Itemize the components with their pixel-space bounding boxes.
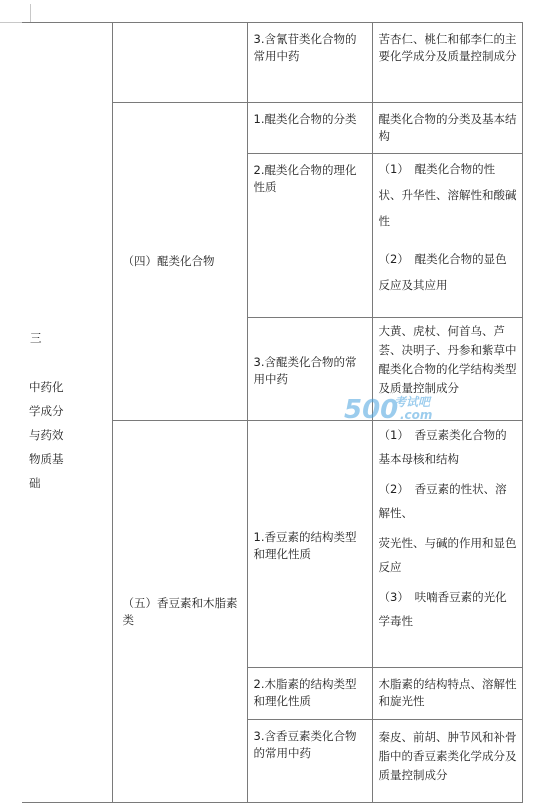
- requirement-list: [373, 154, 522, 302]
- page-corner-mark-vertical: [30, 4, 31, 23]
- requirement-cell: [372, 23, 522, 103]
- watermark-text-bottom: .com: [400, 408, 433, 422]
- group-cell-previous: [112, 23, 247, 103]
- item-cell: [247, 23, 372, 103]
- requirement-line: （2） 香豆素的性状、溶解性、: [378, 482, 507, 520]
- requirement-text: 大黄、虎杖、何首乌、芦荟、决明子、丹参和紫草中醌类化合物的化学结构类型及质量控制成分: [378, 324, 517, 395]
- group-title: （四）醌类化合物: [122, 254, 215, 268]
- item-text: 1.香豆素的结构类型和理化性质: [253, 530, 357, 561]
- syllabus-table: [22, 22, 523, 803]
- requirement-line: （3） 呋喃香豆素的光化学毒性: [378, 590, 507, 628]
- item-text: 2.醌类化合物的理化性质: [253, 163, 357, 194]
- group-title: （五）香豆素和木脂素类: [122, 595, 238, 627]
- requirement-text: 苦杏仁、桃仁和郁李仁的主要化学成分及质量控制成分: [378, 32, 517, 63]
- table-row: [22, 23, 522, 103]
- requirement-list: [373, 421, 522, 637]
- item-text: 1.醌类化合物的分类: [253, 112, 357, 126]
- item-text: 3.含香豆素类化合物的常用中药: [253, 729, 357, 760]
- group-cell-4: [112, 103, 247, 421]
- item-text: 3.含醌类化合物的常用中药: [253, 355, 357, 386]
- item-text: 3.含氰苷类化合物的常用中药: [253, 32, 357, 63]
- requirement-line: （2） 醌类化合物的显色反应及其应用: [378, 252, 507, 292]
- requirement-text: 醌类化合物的分类及基本结构: [378, 112, 517, 143]
- chapter-title: 中药化学成分与药效物质基础: [29, 380, 64, 490]
- requirement-line: （1） 醌类化合物的性状、升华性、溶解性和酸碱性: [378, 162, 517, 228]
- chapter-number: 三: [30, 331, 42, 345]
- item-text: 2.木脂素的结构类型和理化性质: [253, 677, 357, 708]
- requirement-line: 荧光性、与碱的作用和显色反应: [378, 536, 517, 574]
- group-cell-5: [112, 421, 247, 803]
- requirement-line: （1） 香豆素类化合物的基本母核和结构: [378, 428, 507, 466]
- chapter-cell: [22, 23, 112, 803]
- watermark-digits: 500: [344, 395, 399, 425]
- requirement-text: 木脂素的结构特点、溶解性和旋光性: [378, 677, 517, 708]
- watermark-text-top: 考试吧: [394, 395, 431, 409]
- requirement-text: 秦皮、前胡、肿节风和补骨脂中的香豆素类化学成分及质量控制成分: [378, 730, 517, 782]
